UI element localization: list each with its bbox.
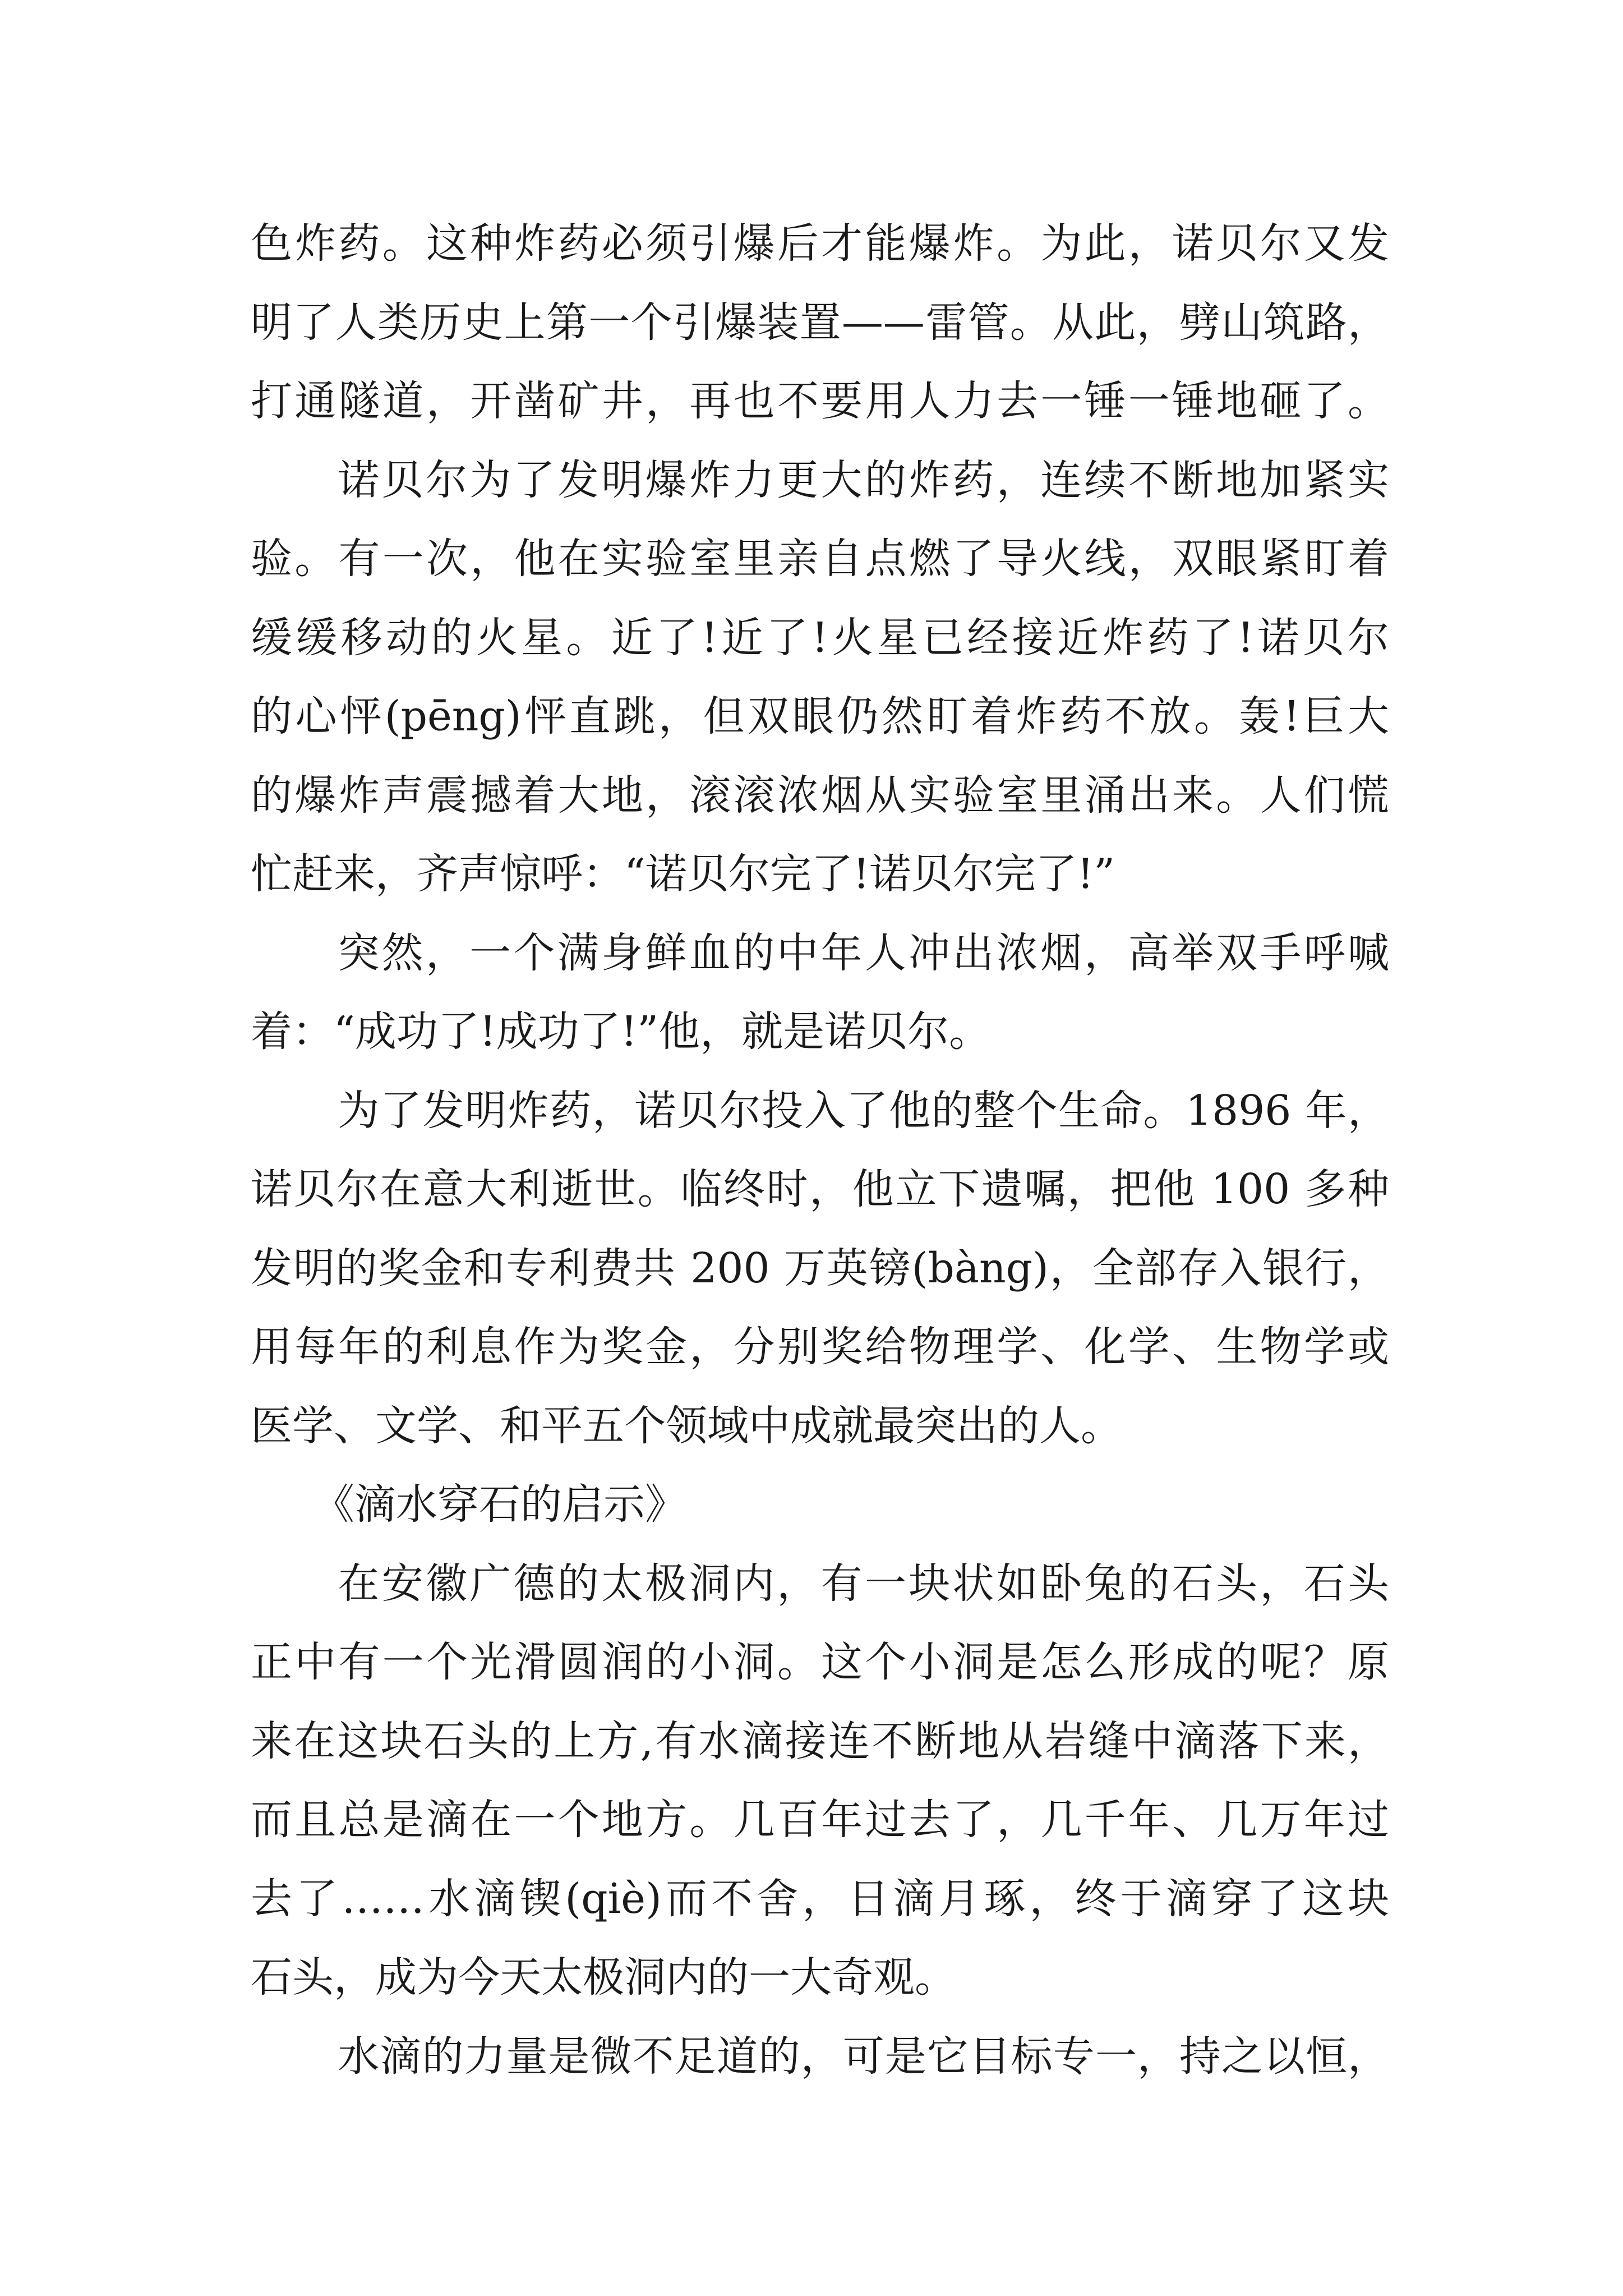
text-line: 在安徽广德的太极洞内，有一块状如卧兔的石头，石头 — [338, 1559, 1389, 1608]
paragraph — [251, 441, 1389, 914]
section-title-text: 《滴水穿石的启示》 — [313, 1480, 686, 1529]
text-line: 的爆炸声震撼着大地，滚滚浓烟从实验室里涌出来。人们慌 — [251, 771, 1389, 820]
text-line: 而且总是滴在一个地方。几百年过去了，几千年、几万年过 — [251, 1796, 1389, 1844]
paragraph — [251, 1544, 1389, 2017]
text-line: 医学、文学、和平五个领域中成就最突出的人。 — [251, 1401, 1122, 1450]
text-line: 明了人类历史上第一个引爆装置——雷管。从此，劈山筑路， — [251, 298, 1389, 347]
text-line: 突然，一个满身鲜血的中年人冲出浓烟，高举双手呼喊 — [338, 928, 1389, 977]
text-line: 忙赶来，齐声惊呼：“诺贝尔完了!诺贝尔完了!” — [251, 850, 1115, 898]
paragraph — [251, 914, 1389, 1071]
paragraph — [251, 204, 1389, 441]
text-line: 缓缓移动的火星。近了!近了!火星已经接近炸药了!诺贝尔 — [251, 613, 1389, 662]
text-line: 去了……水滴锲(qiè)而不舍，日滴月琢，终于滴穿了这块 — [251, 1874, 1389, 1923]
text-line: 用每年的利息作为奖金，分别奖给物理学、化学、生物学或 — [251, 1323, 1389, 1371]
text-line: 来在这块石头的上方,有水滴接连不断地从岩缝中滴落下来， — [251, 1717, 1389, 1765]
paragraph — [251, 2017, 1389, 2096]
text-line: 水滴的力量是微不足道的，可是它目标专一，持之以恒， — [338, 2032, 1389, 2081]
text-line: 的心怦(pēng)怦直跳，但双眼仍然盯着炸药不放。轰!巨大 — [251, 692, 1389, 740]
text-line: 验。有一次，他在实验室里亲自点燃了导火线，双眼紧盯着 — [251, 535, 1389, 583]
text-line: 打通隧道，开凿矿井，再也不要用人力去一锤一锤地砸了。 — [251, 377, 1389, 425]
section-title — [251, 1465, 1389, 1544]
text-line: 诺贝尔为了发明爆炸力更大的炸药，连续不断地加紧实 — [338, 455, 1389, 504]
text-line: 色炸药。这种炸药必须引爆后才能爆炸。为此，诺贝尔又发 — [251, 219, 1389, 268]
body-text — [251, 204, 1389, 2096]
text-line: 诺贝尔在意大利逝世。临终时，他立下遗嘱，把他 100 多种 — [251, 1165, 1389, 1213]
text-line: 着：“成功了!成功了!”他，就是诺贝尔。 — [251, 1007, 991, 1056]
text-line: 为了发明炸药，诺贝尔投入了他的整个生命。1896 年， — [338, 1086, 1389, 1135]
text-line: 石头，成为今天太极洞内的一大奇观。 — [251, 1953, 956, 2001]
text-line: 正中有一个光滑圆润的小洞。这个小洞是怎么形成的呢？原 — [251, 1638, 1389, 1686]
paragraph — [251, 1071, 1389, 1466]
text-line: 发明的奖金和专利费共 200 万英镑(bàng)，全部存入银行， — [251, 1244, 1389, 1292]
